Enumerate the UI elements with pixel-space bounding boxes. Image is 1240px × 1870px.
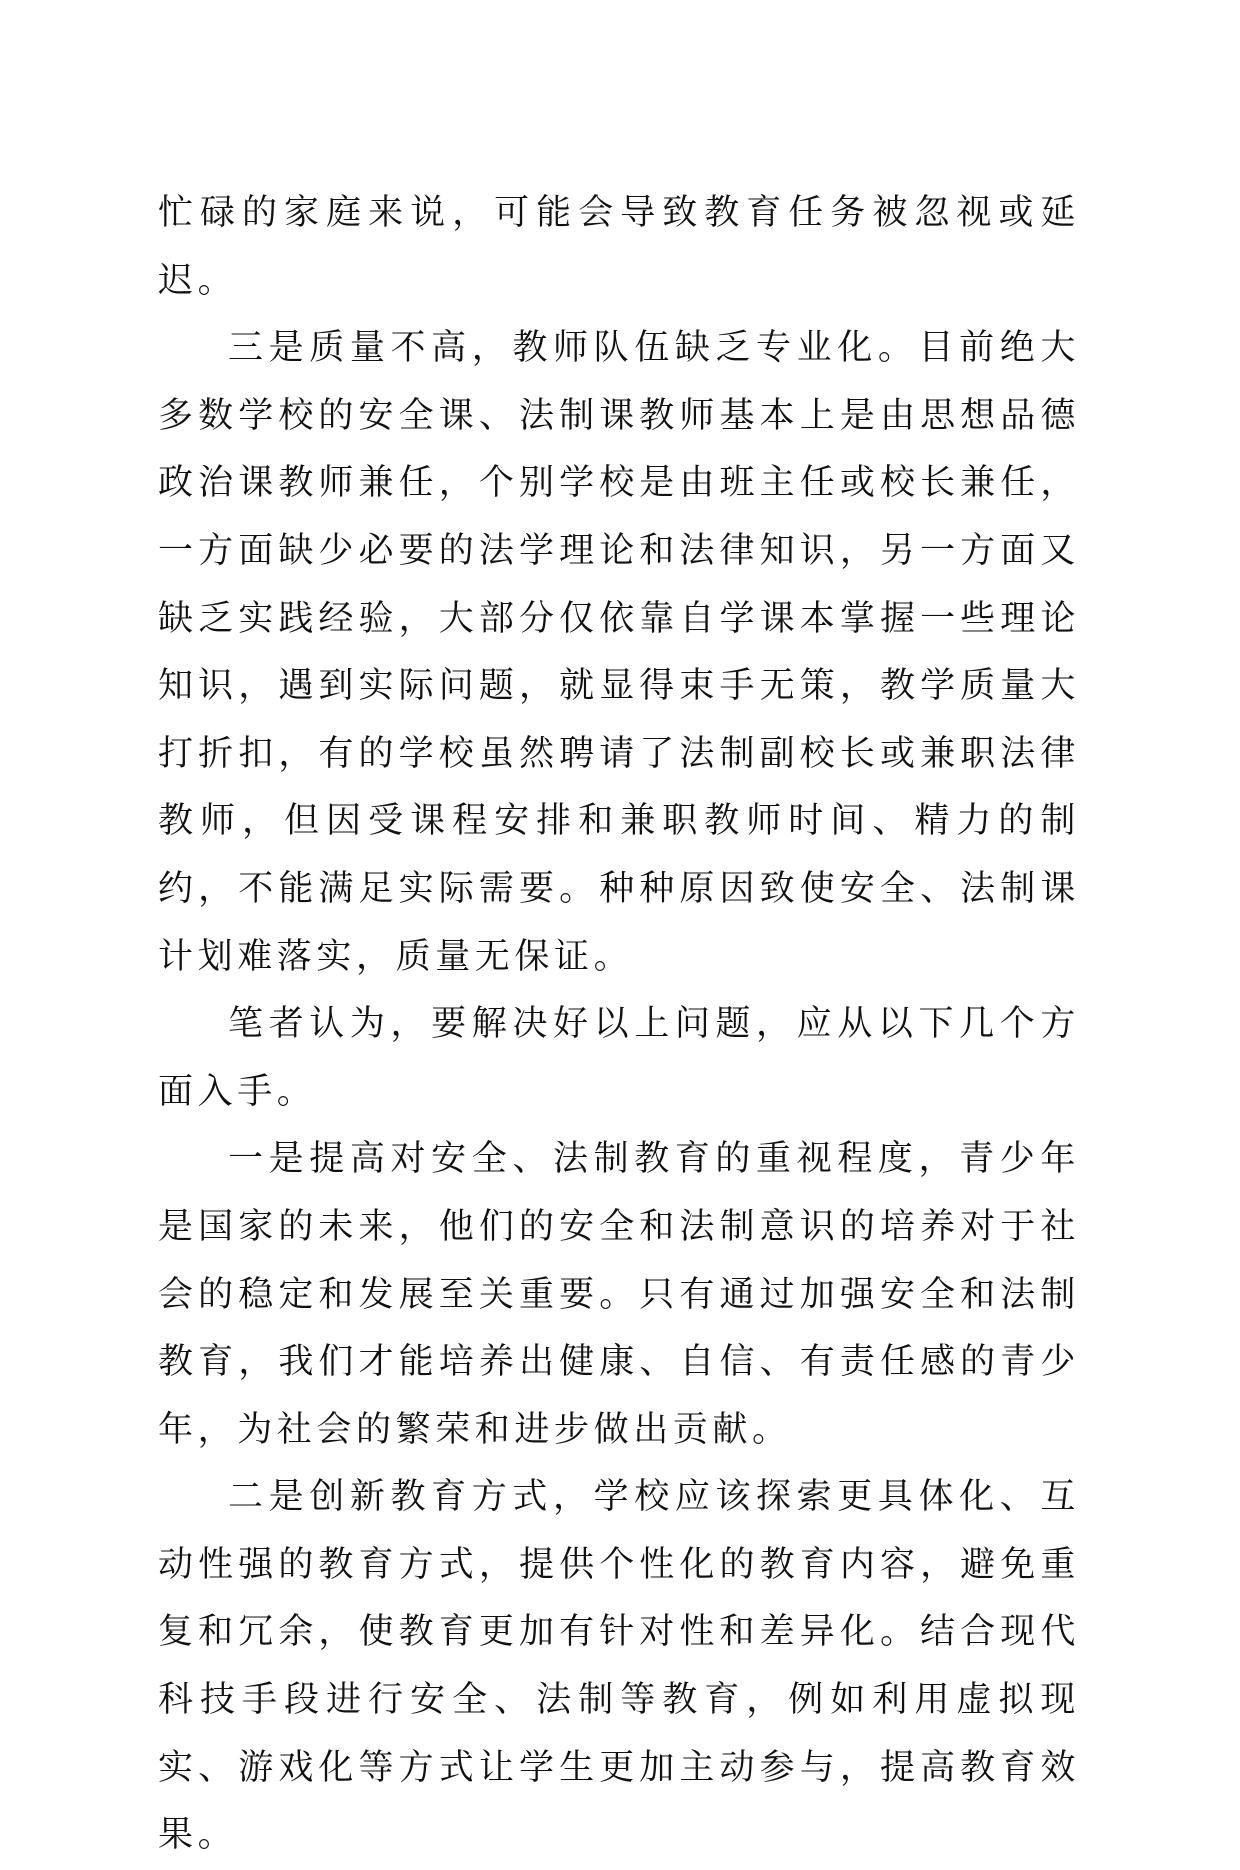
document-body: [158, 180, 1080, 1870]
paragraph-raise-importance: 一是提高对安全、法制教育的重视程度，青少年是国家的未来，他们的安全和法制意识的培养对于社会的稳定和发展至关重要。只有通过加强安全和法制教育，我们才能培养出健康、自信、有责任感的青少年，为社会的繁荣和进步做出贡献。: [158, 1139, 1080, 1450]
paragraph-teacher-quality: 三是质量不高，教师队伍缺乏专业化。目前绝大多数学校的安全课、法制课教师基本上是由思想品德政治课教师兼任，个别学校是由班主任或校长兼任，一方面缺少必要的法学理论和法律知识，另一方面又缺乏实践经验，大部分仅依靠自学课本掌握一些理论知识，遇到实际问题，就显得束手无策，教学质量大打折扣，有的学校虽然聘请了法制副校长或兼职法律教师，但因受课程安排和兼职教师时间、精力的制约，不能满足实际需要。种种原因致使安全、法制课计划难落实，质量无保证。: [158, 328, 1080, 977]
paragraph-innovate-methods: 二是创新教育方式，学校应该探索更具体化、互动性强的教育方式，提供个性化的教育内容，避免重复和冗余，使教育更加有针对性和差异化。结合现代科技手段进行安全、法制等教育，例如利用虚拟现实、游戏化等方式让学生更加主动参与，提高教育效果。: [158, 1477, 1080, 1856]
paragraph-author-view: 笔者认为，要解决好以上问题，应从以下几个方面入手。: [158, 1004, 1080, 1112]
paragraph-continuation: 忙碌的家庭来说，可能会导致教育任务被忽视或延迟。: [158, 193, 1080, 301]
